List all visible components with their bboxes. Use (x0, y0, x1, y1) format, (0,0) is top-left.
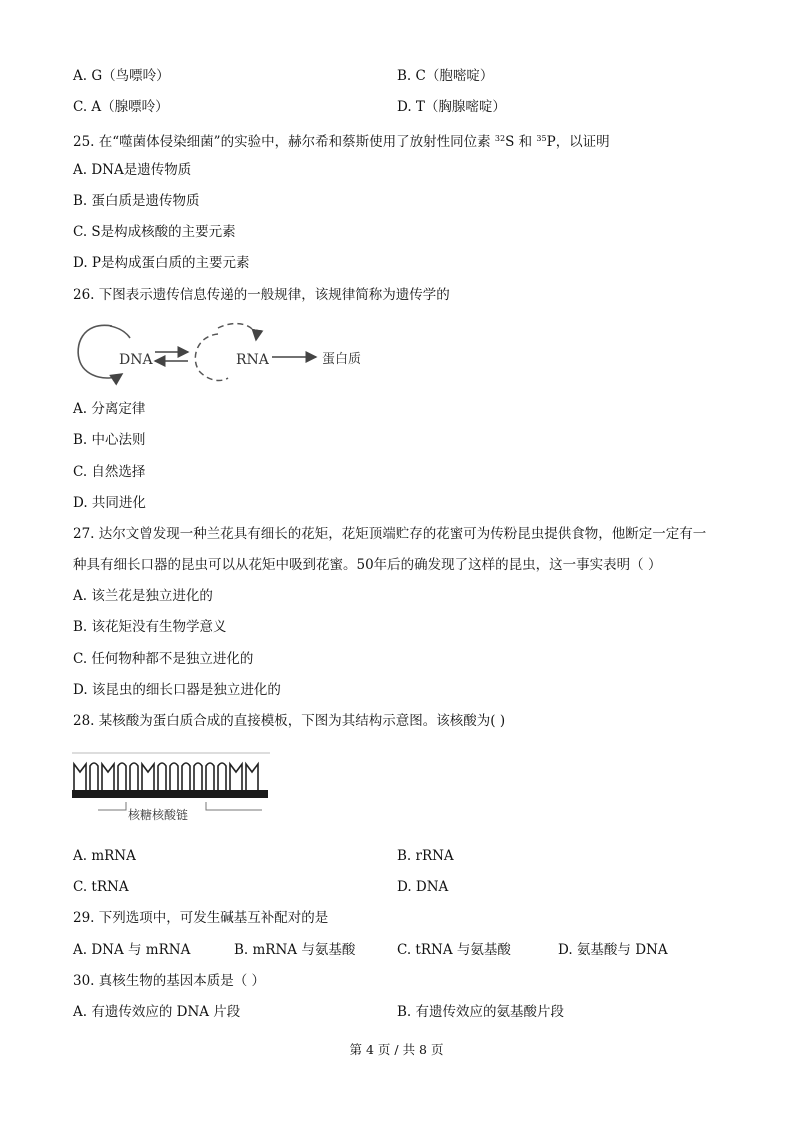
rna-label: RNA (236, 352, 269, 368)
q26-option-d: D. 共同进化 (73, 495, 146, 511)
q26-option-c: C. 自然选择 (73, 464, 146, 480)
q29-option-b: B. mRNA 与氨基酸 (234, 942, 356, 958)
dna-replication-arrow (78, 325, 122, 378)
q25-stem-post: ，以证明 (555, 134, 610, 150)
q24-option-a: A. G（鸟嘌呤） (73, 68, 170, 84)
q29-option-c: C. tRNA 与氨基酸 (397, 942, 511, 958)
q30-stem: 30. 真核生物的基因本质是（ ） (73, 973, 266, 989)
q27-option-a: A. 该兰花是独立进化的 (73, 588, 213, 604)
q27-option-b: B. 该花矩没有生物学意义 (73, 619, 227, 635)
q25-option-b: B. 蛋白质是遗传物质 (73, 193, 200, 209)
q28-option-c: C. tRNA (73, 879, 129, 895)
q25-isotope2-symbol: P (546, 134, 556, 150)
q26-stem: 26. 下图表示遗传信息传递的一般规律，该规律简称为遗传学的 (73, 287, 450, 303)
protein-label: 蛋白质 (322, 352, 362, 367)
q25-option-c: C. S是构成核酸的主要元素 (73, 224, 236, 240)
q27-stem-line1: 27. 达尔文曾发现一种兰花具有细长的花矩，花矩顶端贮存的花蜜可为传粉昆虫提供食物，他断定一定有一 (73, 526, 707, 542)
rna-backbone (72, 790, 268, 798)
rna-replication-arrow (195, 334, 228, 380)
dna-label: DNA (119, 352, 153, 368)
q30-option-a: A. 有遗传效应的 DNA 片段 (73, 1004, 241, 1020)
central-dogma-diagram (72, 316, 372, 388)
q25-stem-pre: 25. 在“噬菌体侵染细菌”的实验中，赫尔希和蔡斯使用了放射性同位素 (73, 134, 491, 150)
q29-option-d: D. 氨基酸与 DNA (558, 942, 668, 958)
q24-option-b: B. C（胞嘧啶） (397, 68, 494, 84)
q26-option-a: A. 分离定律 (73, 401, 146, 417)
rna-chain-diagram (72, 752, 270, 824)
q26-option-b: B. 中心法则 (73, 432, 146, 448)
q24-option-c: C. A（腺嘌呤） (73, 99, 169, 115)
q30-option-b: B. 有遗传效应的氨基酸片段 (397, 1004, 565, 1020)
page-footer: 第 4 页 / 共 8 页 (349, 1042, 444, 1057)
q27-option-c: C. 任何物种都不是独立进化的 (73, 651, 254, 667)
q25-isotope1-mass: 32 (494, 134, 506, 143)
q25-isotope1-symbol: S (505, 134, 515, 150)
rna-chain-label: 核糖核酸链 (128, 808, 189, 822)
q27-option-d: D. 该昆虫的细长口器是独立进化的 (73, 682, 281, 698)
q25-option-a: A. DNA是遗传物质 (73, 162, 192, 178)
q28-option-b: B. rRNA (397, 848, 454, 864)
q29-stem: 29. 下列选项中，可发生碱基互补配对的是 (73, 910, 329, 926)
q27-stem-line2: 种具有细长口器的昆虫可以从花矩中吸到花蜜。50年后的确发现了这样的昆虫，这一事实表明（ ） (73, 557, 662, 573)
q28-option-a: A. mRNA (73, 848, 136, 864)
rna-bases (74, 763, 258, 790)
q25-and: 和 (518, 134, 533, 150)
q28-stem: 28. 某核酸为蛋白质合成的直接模板，下图为其结构示意图。该核酸为( ) (73, 713, 506, 729)
q28-option-d: D. DNA (397, 879, 449, 895)
q24-option-d: D. T（胸腺嘧啶） (397, 99, 506, 115)
q25-option-d: D. P是构成蛋白质的主要元素 (73, 255, 250, 271)
q25-isotope2-mass: 35 (536, 134, 547, 143)
q25-stem (73, 130, 610, 151)
q29-option-a: A. DNA 与 mRNA (73, 942, 191, 958)
